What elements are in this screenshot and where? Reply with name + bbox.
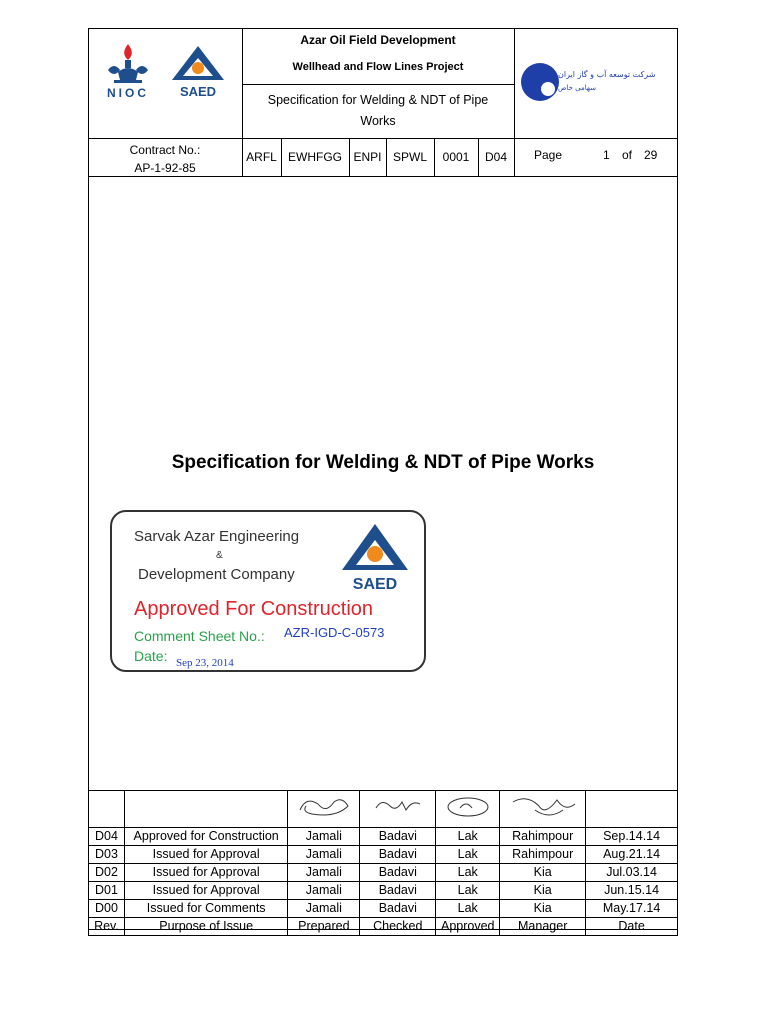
revision-rev-code: D03: [89, 846, 125, 864]
manager-signature-icon: [505, 792, 581, 822]
revision-manager: Rahimpour: [500, 828, 586, 846]
approval-stamp: [110, 510, 426, 672]
revision-date: Jun.15.14: [586, 882, 678, 900]
revision-row: [89, 828, 678, 846]
stamp-date-label: Date:: [134, 648, 168, 664]
footer-purpose: Purpose of Issue: [124, 918, 287, 936]
page-of: of: [622, 148, 633, 162]
revision-rev-code: D00: [89, 900, 125, 918]
footer-approved: Approved: [436, 918, 500, 936]
header-bottom-line: [88, 176, 678, 177]
project-title: Azar Oil Field Development: [300, 33, 456, 47]
code-arfl: ARFL: [246, 150, 277, 164]
revision-purpose: Issued for Approval: [124, 864, 287, 882]
revision-manager: Kia: [500, 900, 586, 918]
code-spwl: SPWL: [392, 150, 427, 164]
contract-label: Contract No.:: [129, 143, 201, 157]
iwgdc-logo: [520, 58, 670, 110]
revision-checked-by: Badavi: [360, 864, 436, 882]
revision-rev-code: D04: [89, 828, 125, 846]
stamp-company-amp: &: [216, 550, 223, 561]
checked-signature-icon: [366, 792, 430, 822]
saed-logo: [170, 44, 226, 100]
revision-manager: Kia: [500, 864, 586, 882]
signature-cell: [360, 791, 436, 828]
revision-purpose: Issued for Approval: [124, 882, 287, 900]
doc-title-line2: Works: [360, 114, 396, 128]
revision-row: [89, 900, 678, 918]
stamp-company-line2: Development Company: [138, 566, 295, 583]
revision-footer-row: [89, 918, 678, 936]
code-revision: D04: [484, 150, 507, 164]
stamp-approved: Approved For Construction: [134, 598, 374, 620]
revision-date: Jul.03.14: [586, 864, 678, 882]
header-col-line: [514, 28, 515, 176]
stamp-saed-logo: [340, 522, 410, 598]
saed-triangle-icon: [340, 522, 410, 576]
persian-company-name: شرکت توسعه آب و گاز ایران: [558, 70, 656, 79]
contract-number: AP-1-92-85: [134, 161, 196, 175]
stamp-company-line1: Sarvak Azar Engineering: [134, 528, 300, 545]
revision-rev-code: D01: [89, 882, 125, 900]
page-label: Page: [534, 148, 563, 162]
revision-date: May.17.14: [586, 900, 678, 918]
revision-row: [89, 864, 678, 882]
revision-checked-by: Badavi: [360, 846, 436, 864]
main-title: Specification for Welding & NDT of Pipe Works: [171, 452, 595, 473]
revision-rows: [89, 828, 678, 918]
header-divider: [88, 138, 678, 139]
nioc-logo: [100, 40, 156, 102]
doc-title-line1: Specification for Welding & NDT of Pipe: [267, 93, 489, 107]
stamp-date-value: Sep 23, 2014: [176, 657, 234, 669]
revision-table: [88, 790, 678, 936]
revision-date: Sep.14.14: [586, 828, 678, 846]
revision-manager: Rahimpour: [500, 846, 586, 864]
revision-prepared-by: Jamali: [288, 900, 360, 918]
revision-purpose: Issued for Comments: [124, 900, 287, 918]
signature-cell: [89, 791, 125, 828]
blue-circle-logo-icon: [520, 58, 560, 108]
persian-company-sub: سهامی خاص: [558, 84, 596, 92]
signature-cell: [288, 791, 360, 828]
revision-prepared-by: Jamali: [288, 846, 360, 864]
page-total: 29: [644, 148, 658, 162]
approved-signature-icon: [440, 792, 496, 822]
signature-cell: [124, 791, 287, 828]
prepared-signature-icon: [292, 792, 356, 822]
revision-approved-by: Lak: [436, 900, 500, 918]
footer-manager: Manager: [500, 918, 586, 936]
revision-approved-by: Lak: [436, 828, 500, 846]
footer-checked: Checked: [360, 918, 436, 936]
signature-cell: [500, 791, 586, 828]
signature-row: [89, 791, 678, 828]
revision-row: [89, 846, 678, 864]
stamp-comment-value: AZR-IGD-C-0573: [284, 625, 385, 640]
saed-triangle-icon: [170, 44, 226, 84]
title-divider: [242, 84, 514, 85]
revision-approved-by: Lak: [436, 864, 500, 882]
revision-checked-by: Badavi: [360, 828, 436, 846]
footer-rev: Rev.: [89, 918, 125, 936]
revision-approved-by: Lak: [436, 882, 500, 900]
revision-date: Aug.21.14: [586, 846, 678, 864]
signature-cell: [436, 791, 500, 828]
footer-prepared: Prepared: [288, 918, 360, 936]
stamp-saed-text: SAED: [352, 576, 398, 593]
code-enpi: ENPI: [353, 150, 382, 164]
signature-cell: [586, 791, 678, 828]
code-serial: 0001: [442, 150, 470, 164]
code-ewhfgg: EWHFGG: [288, 150, 342, 164]
revision-row: [89, 882, 678, 900]
footer-date: Date: [586, 918, 678, 936]
revision-prepared-by: Jamali: [288, 882, 360, 900]
nioc-logo-text: NIOC: [107, 86, 149, 100]
revision-rev-code: D02: [89, 864, 125, 882]
revision-purpose: Issued for Approval: [124, 846, 287, 864]
revision-checked-by: Badavi: [360, 882, 436, 900]
revision-prepared-by: Jamali: [288, 828, 360, 846]
nioc-emblem-icon: [100, 40, 156, 84]
page-number: 1: [603, 148, 610, 162]
stamp-comment-label: Comment Sheet No.:: [134, 628, 265, 644]
project-subtitle: Wellhead and Flow Lines Project: [292, 61, 464, 73]
revision-purpose: Approved for Construction: [124, 828, 287, 846]
revision-approved-by: Lak: [436, 846, 500, 864]
revision-manager: Kia: [500, 882, 586, 900]
saed-logo-text: SAED: [179, 84, 217, 99]
revision-checked-by: Badavi: [360, 900, 436, 918]
revision-prepared-by: Jamali: [288, 864, 360, 882]
